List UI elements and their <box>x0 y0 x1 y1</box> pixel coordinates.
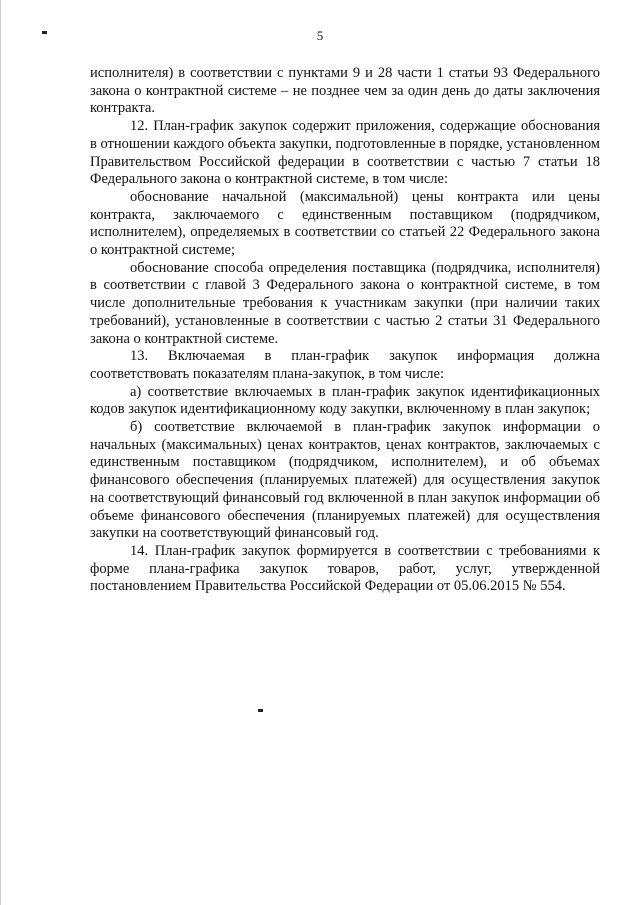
paragraph-item-13-b: б) соответствие включаемой в план-график закупок информации о начальных (максимальных) ценах контрактов, ценах контрактов, заключаемых с единственным поставщиком (подрядчиком, исполнителем), и об объемах финансового обеспечения (планируемых платежей) для осуществления закупок на соответствующий финансовый год включенной в план закупок информации об объеме финансового обеспечения (планируемых платежей) для осуществления закупки на соответствующий финансовый год. <box>90 419 600 542</box>
paragraph-price-justification: обоснование начальной (максимальной) цены контракта или цены контракта, заключаемого с единственным поставщиком (подрядчиком, исполнителем), определяемых в соответствии со статьей 22 Федерального закона о контрактной системе; <box>90 188 600 259</box>
paragraph-item-12: 12. План-график закупок содержит приложения, содержащие обоснования в отношении каждого объекта закупки, подготовленные в порядке, установленном Правительством Российской федерации в соответствии с частью 7 статьи 18 Федерального закона о контрактной системе, в том числе: <box>90 118 600 188</box>
scan-speck <box>258 709 263 712</box>
scan-left-edge <box>0 0 1 905</box>
page-number: 5 <box>316 28 324 43</box>
paragraph-continuation: исполнителя) в соответствии с пунктами 9 и 28 части 1 статьи 93 Федерального закона о контрактной системе – не позднее чем за один день до даты заключения контракта. <box>90 65 600 117</box>
paragraph-item-14: 14. План-график закупок формируется в соответствии с требованиями к форме плана-графика закупок товаров, работ, услуг, утвержденной постановлением Правительства Российской Федерации от 05.06.2015 № 554. <box>90 542 600 595</box>
document-body <box>90 65 600 596</box>
paragraph-item-13: 13. Включаемая в план-график закупок информация должна соответствовать показателям плана-закупок, в том числе: <box>90 348 600 382</box>
paragraph-method-justification: обоснование способа определения поставщика (подрядчика, исполнителя) в соответствии с главой 3 Федерального закона о контрактной системе, в том числе дополнительные требования к участникам закупки (при наличии таких требований), установленные в соответствии с частью 2 статьи 31 Федерального закона о контрактной системе. <box>90 259 600 347</box>
paragraph-item-13-a: а) соответствие включаемых в план-график закупок идентификационных кодов закупок идентификационному коду закупки, включенному в план закупок; <box>90 383 600 418</box>
